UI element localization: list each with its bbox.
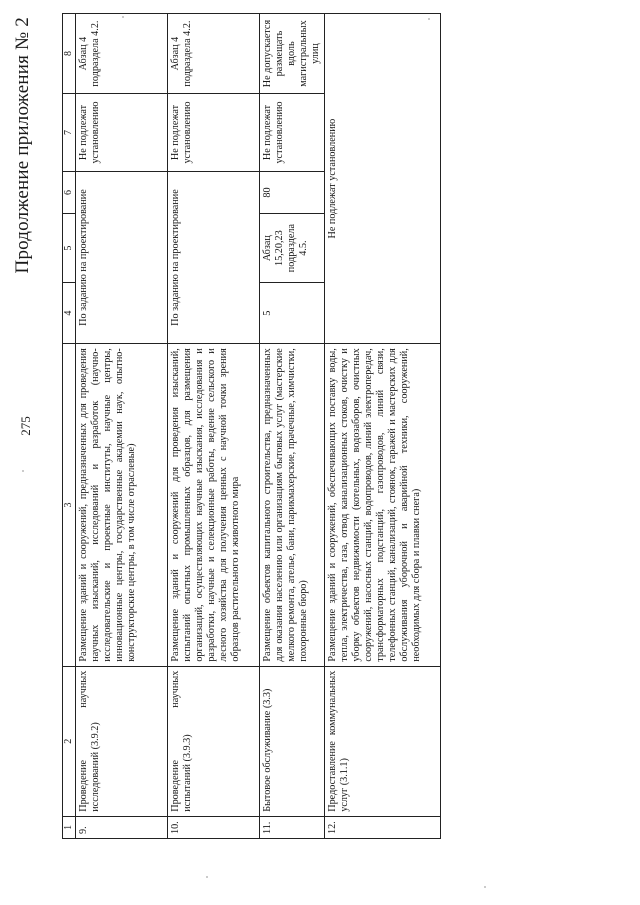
table-row <box>260 14 325 839</box>
land-use-name: Проведение научных исследований (3.9.2) <box>76 666 168 816</box>
land-use-name: Предоставление коммунальных услуг (3.1.1) <box>325 666 441 816</box>
scan-speck <box>484 886 486 888</box>
row-number: 11. <box>260 816 325 838</box>
col8-value: Абзац 4 подраздела 4.2. <box>168 14 260 94</box>
table-header-row <box>63 14 76 839</box>
header-cell: 5 <box>63 214 76 283</box>
header-cell: 2 <box>63 666 76 816</box>
land-use-description: Размещение зданий и сооружений, предназначенных для проведения научных изысканий, исследований и разработок (научно-исследовательские и проектные институты, научные центры, инновационные центры, государственные академии наук, опытно-конструкторские центры, в том числе отраслевые) <box>76 344 168 666</box>
scan-speck <box>428 18 430 20</box>
land-use-description: Размещение зданий и сооружений, обеспечивающих поставку воды, тепла, электричества, газа, отвод канализационных стоков, очистку и уборку объектов недвижимости (котельных, водозаборов, очистных сооружений, насосных станций, водопроводов, линий электропередач, трансформаторных подстанций, газопроводов, линий связи, телефонных станций, канализаций, стоянок, гаражей и мастерских для обслуживания уборочной и аварийной техники, сооружений, необходимых для сбора и плавки снега) <box>325 344 441 666</box>
header-cell: 4 <box>63 283 76 344</box>
land-use-name: Бытовое обслуживание (3.3) <box>260 666 325 816</box>
col7-value: Не подлежат установлению <box>168 94 260 172</box>
design-parameters: По заданию на проектирование <box>168 171 260 343</box>
header-cell: 7 <box>63 94 76 172</box>
header-cell: 3 <box>63 344 76 666</box>
header-cell: 1 <box>63 816 76 838</box>
row-number: 9. <box>76 816 168 838</box>
col7-value: Не подлежат установлению <box>76 94 168 172</box>
row-number: 12. <box>325 816 441 838</box>
scan-speck <box>22 470 24 472</box>
col5-value: Абзац 15,20,23 подраздела 4.5. <box>260 214 325 283</box>
table-row <box>168 14 260 839</box>
col6-value: 80 <box>260 171 325 213</box>
design-parameters: Не подлежат установлению <box>325 14 441 344</box>
row-number: 10. <box>168 816 260 838</box>
header-cell: 8 <box>63 14 76 94</box>
appendix-title: Продолжение приложения № 2 <box>12 17 33 274</box>
land-use-description: Размещение зданий и сооружений для проведения изысканий, испытаний опытных промышленных образцов, для размещения организаций, осуществляющих научные изыскания, исследования и разработки, научные и селекционные работы, ведение сельского и лесного хозяйства для получения ценных с научной точки зрения образцов растительного и животного мира <box>168 344 260 666</box>
design-parameters: По заданию на проектирование <box>76 171 168 343</box>
col8-value: Абзац 4 подраздела 4.2. <box>76 14 168 94</box>
land-use-description: Размещение объектов капитального строительства, предназначенных для оказания населению или организациям бытовых услуг (мастерские мелкого ремонта, ателье, бани, парикмахерские, прачечные, химчистки, похоронные бюро) <box>260 344 325 666</box>
col8-value: Не допускается размещать вдоль магистральных улиц <box>260 14 325 94</box>
table-row <box>76 14 168 839</box>
col7-value: Не подлежат установлению <box>260 94 325 172</box>
col4-value: 5 <box>260 283 325 344</box>
table-row <box>325 14 441 839</box>
regulations-table <box>62 13 441 839</box>
scan-speck <box>206 876 208 878</box>
page-header <box>12 13 38 839</box>
scan-speck <box>122 16 124 18</box>
header-cell: 6 <box>63 171 76 213</box>
page-number: 275 <box>18 416 33 436</box>
land-use-name: Проведение научных испытаний (3.9.3) <box>168 666 260 816</box>
